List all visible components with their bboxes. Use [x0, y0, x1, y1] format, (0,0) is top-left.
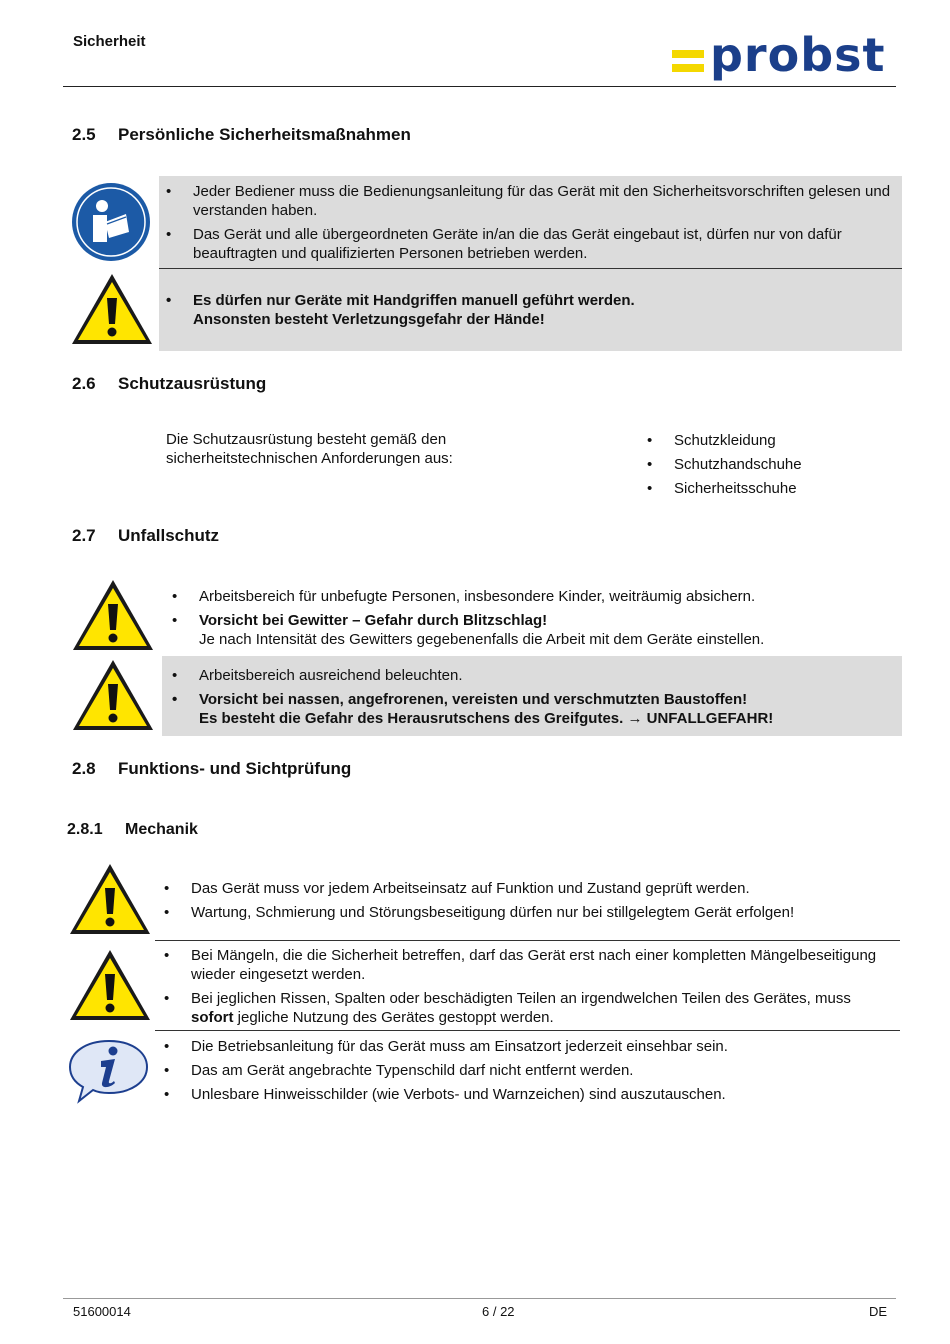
list-item: • Vorsicht bei nassen, angefrorenen, vereisten und verschmutzten Baustoffen! Es besteht die Gefahr des Herausrutschens des Greifgutes. → UNFALLGEFAHR!: [165, 690, 900, 728]
footer-divider: [63, 1298, 896, 1299]
list-item: • Jeder Bediener muss die Bedienungsanleitung für das Gerät mit den Sicherheitsvorschriften gelesen und verstanden haben.: [159, 182, 894, 220]
warning-icon: [71, 658, 155, 734]
list-2-8-1-a: [157, 879, 897, 927]
list-2-7-a: [165, 587, 900, 654]
list-item: • Schutzkleidung: [640, 431, 890, 450]
protective-equipment-intro: Die Schutzausrüstung besteht gemäß den sicherheitstechnischen Anforderungen aus:: [166, 431, 453, 467]
logo-text: probst: [710, 28, 886, 82]
list-2-5-b: [159, 291, 894, 334]
warning-icon: [68, 948, 152, 1024]
doc-number: 51600014: [73, 1304, 131, 1319]
header-divider: [63, 86, 896, 87]
list-item: • Sicherheitsschuhe: [640, 479, 890, 498]
header-title: Sicherheit: [73, 33, 146, 50]
list-item: • Die Betriebsanleitung für das Gerät muss am Einsatzort jederzeit einsehbar sein.: [157, 1037, 897, 1056]
list-item: • Schutzhandschuhe: [640, 455, 890, 474]
divider: [155, 1030, 900, 1031]
list-item: • Unlesbare Hinweisschilder (wie Verbots- und Warnzeichen) sind auszutauschen.: [157, 1085, 897, 1104]
warning-icon: [70, 272, 154, 348]
list-item: • Das am Gerät angebrachte Typenschild darf nicht entfernt werden.: [157, 1061, 897, 1080]
list-item: • Bei jeglichen Rissen, Spalten oder beschädigten Teilen an irgendwelchen Teilen des Gerätes, muss sofort jegliche Nutzung des Gerätes gestoppt werden.: [157, 989, 897, 1027]
language-code: DE: [869, 1304, 888, 1319]
list-2-7-b: [165, 666, 900, 733]
list-item: • Bei Mängeln, die die Sicherheit betreffen, darf das Gerät erst nach einer kompletten Mängelbeseitigung wieder eingesetzt werden.: [157, 946, 897, 984]
list-item: • Arbeitsbereich ausreichend beleuchten.: [165, 666, 900, 685]
warning-icon: [68, 862, 152, 938]
list-item: • Das Gerät und alle übergeordneten Geräte in/an die das Gerät eingebaut ist, dürfen nur von dafür beauftragten und qualifizierten Personen betrieben werden.: [159, 225, 894, 263]
info-icon: [67, 1037, 151, 1105]
read-manual-icon: [71, 182, 151, 262]
list-2-8-1-b: [157, 946, 897, 1032]
page-number: 6 / 22: [482, 1304, 515, 1319]
list-item: • Es dürfen nur Geräte mit Handgriffen manuell geführt werden. Ansonsten besteht Verletzungsgefahr der Hände!: [159, 291, 894, 329]
list-item: • Arbeitsbereich für unbefugte Personen, insbesondere Kinder, weiträumig absichern.: [165, 587, 900, 606]
list-item: • Das Gerät muss vor jedem Arbeitseinsatz auf Funktion und Zustand geprüft werden.: [157, 879, 897, 898]
protective-equipment-list: [640, 431, 890, 503]
list-item: • Vorsicht bei Gewitter – Gefahr durch Blitzschlag! Je nach Intensität des Gewitters gegebenenfalls die Arbeit mit dem Geräte einstellen.: [165, 611, 900, 649]
probst-logo: [672, 28, 888, 84]
list-item: • Wartung, Schmierung und Störungsbeseitigung dürfen nur bei stillgelegtem Gerät erfolgen!: [157, 903, 897, 922]
warning-icon: [71, 578, 155, 654]
list-2-5-a: [159, 182, 894, 268]
divider: [155, 940, 900, 941]
list-2-8-1-c: [157, 1037, 897, 1109]
